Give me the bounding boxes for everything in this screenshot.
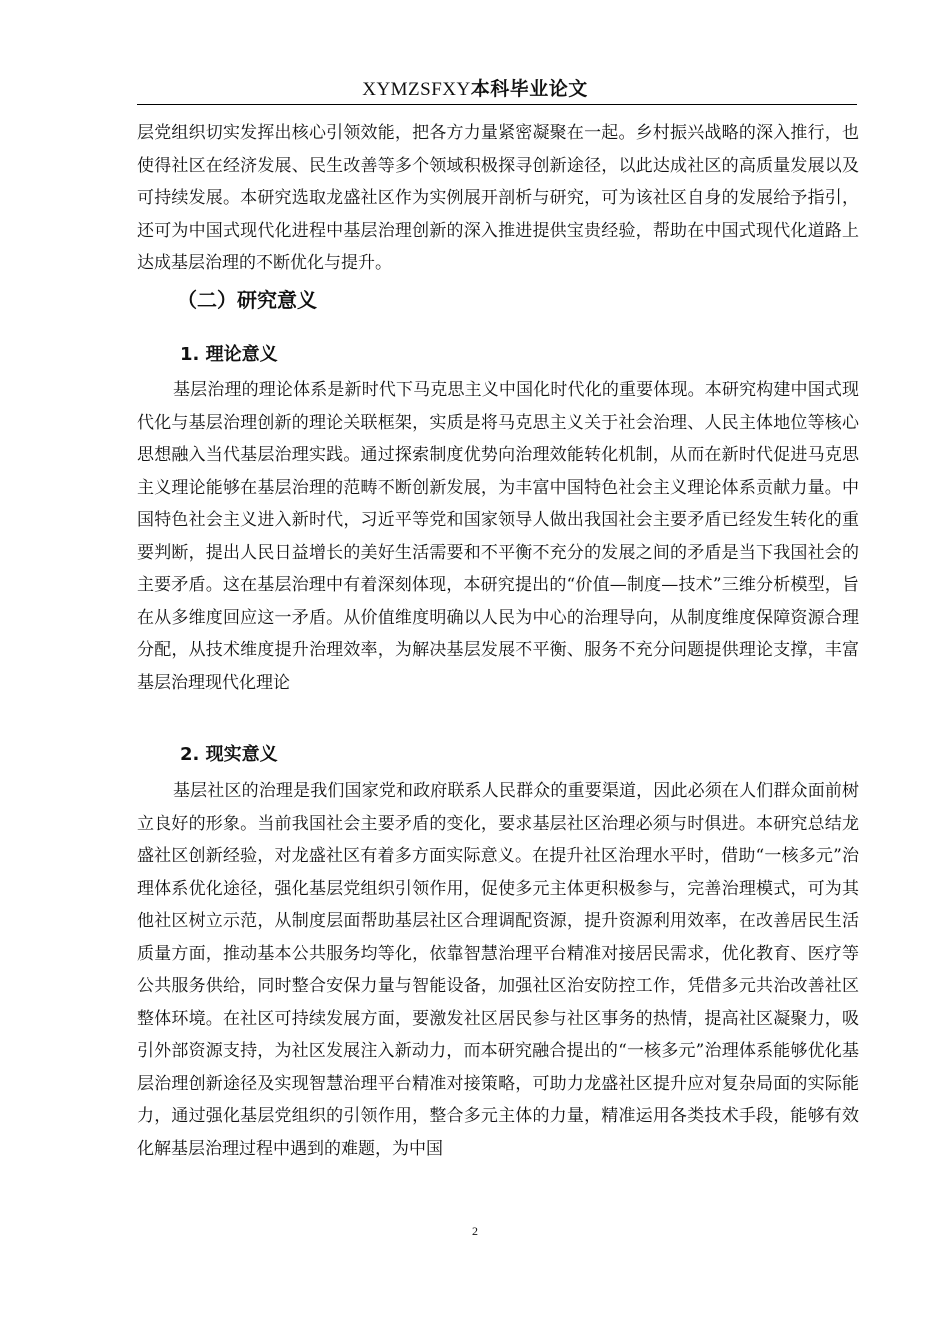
intro-paragraph-continued: 层党组织切实发挥出核心引领效能，把各方力量紧密凝聚在一起。乡村振兴战略的深入推行，也使得社区在经济发展、民生改善等多个领域积极探寻创新途径，以此达成社区的高质量发展以及可持续发展。本研究选取龙盛社区作为实例展开剖析与研究，可为该社区自身的发展给予指引，还可为中国式现代化进程中基层治理创新的深入推进提供宝贵经验，帮助在中国式现代化道路上达成基层治理的不断优化与提升。: [137, 123, 859, 273]
theoretical-paragraph: 基层治理的理论体系是新时代下马克思主义中国化时代化的重要体现。本研究构建中国式现代化与基层治理创新的理论关联框架，实质是将马克思主义关于社会治理、人民主体地位等核心思想融入当代基层治理实践。通过探索制度优势向治理效能转化机制，从而在新时代促进马克思主义理论能够在基层治理的范畴不断创新发展，为丰富中国特色社会主义理论体系贡献力量。中国特色社会主义进入新时代，习近平等党和国家领导人做出我国社会主要矛盾已经发生转化的重要判断，提出人民日益增长的美好生活需要和不平衡不充分的发展之间的矛盾是当下我国社会的主要矛盾。这在基层治理中有着深刻体现，本研究提出的“价值—制度—技术”三维分析模型，旨在从多维度回应这一矛盾。从价值维度明确以人民为中心的治理导向，从制度维度保障资源合理分配，从技术维度提升治理效率，为解决基层发展不平衡、服务不充分问题提供理论支撑，丰富基层治理现代化理论: [137, 380, 859, 693]
page-number: 2: [472, 1224, 478, 1238]
practical-heading: 2. 现实意义: [180, 744, 278, 765]
section-heading: （二）研究意义: [177, 288, 317, 312]
page-header: [0, 74, 950, 101]
theoretical-heading: 1. 理论意义: [180, 344, 278, 365]
header-title: 本科毕业论文: [470, 78, 588, 100]
header-code: XYMZSFXY: [362, 79, 471, 100]
practical-paragraph: 基层社区的治理是我们国家党和政府联系人民群众的重要渠道，因此必须在人们群众面前树立良好的形象。当前我国社会主要矛盾的变化，要求基层社区治理必须与时俱进。本研究总结龙盛社区创新经验，对龙盛社区有着多方面实际意义。在提升社区治理水平时，借助“一核多元”治理体系优化途径，强化基层党组织引领作用，促使多元主体更积极参与，完善治理模式，可为其他社区树立示范，从制度层面帮助基层社区合理调配资源，提升资源利用效率，在改善居民生活质量方面，推动基本公共服务均等化，依靠智慧治理平台精准对接居民需求，优化教育、医疗等公共服务供给，同时整合安保力量与智能设备，加强社区治安防控工作，凭借多元共治改善社区整体环境。在社区可持续发展方面，要激发社区居民参与社区事务的热情，提高社区凝聚力，吸引外部资源支持，为社区发展注入新动力，而本研究融合提出的“一核多元”治理体系能够优化基层治理创新途径及实现智慧治理平台精准对接策略，可助力龙盛社区提升应对复杂局面的实际能力，通过强化基层党组织的引领作用，整合多元主体的力量，精准运用各类技术手段，能够有效化解基层治理过程中遇到的难题，为中国: [137, 781, 859, 1159]
header-rule: [137, 104, 857, 105]
